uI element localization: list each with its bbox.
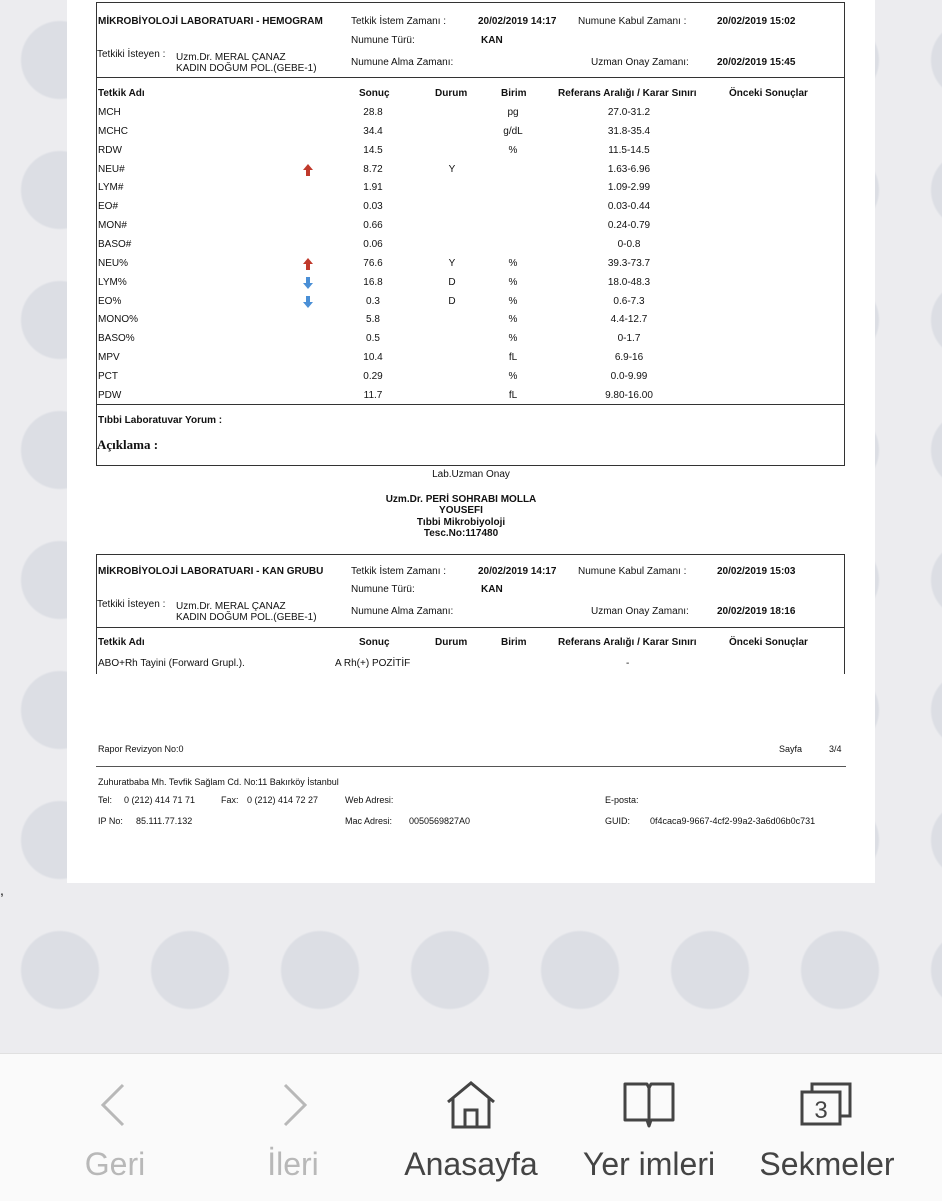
arrow-up-icon bbox=[303, 258, 313, 270]
header-divider bbox=[97, 77, 844, 78]
col-header-previous: Önceki Sonuçlar bbox=[729, 637, 808, 648]
lab-title: MİKROBİYOLOJİ LABORATUARI - KAN GRUBU bbox=[98, 566, 324, 577]
test-status: Y bbox=[448, 257, 456, 269]
test-unit: % bbox=[508, 295, 518, 307]
test-reference: 0-0.8 bbox=[617, 238, 641, 250]
test-name: BASO# bbox=[98, 238, 132, 250]
test-unit: fL bbox=[508, 389, 518, 401]
test-unit: % bbox=[508, 370, 518, 382]
test-value: 0.3 bbox=[366, 295, 380, 307]
arrow-down-icon bbox=[303, 277, 313, 289]
isteyen-line1: Uzm.Dr. MERAL ÇANAZ bbox=[176, 601, 286, 612]
home-icon bbox=[444, 1080, 498, 1130]
browser-bottom-nav bbox=[0, 1053, 942, 1201]
test-value: 0.66 bbox=[363, 220, 383, 232]
mac-label: Mac Adresi: bbox=[345, 816, 393, 826]
test-value: 0.03 bbox=[363, 201, 383, 213]
test-unit: pg bbox=[507, 107, 519, 118]
guid-label: GUID: bbox=[605, 816, 631, 826]
col-header-name: Tetkik Adı bbox=[98, 637, 145, 648]
test-value: 5.8 bbox=[366, 314, 380, 326]
stray-mark: , bbox=[0, 882, 4, 898]
test-reference: 0.24-0.79 bbox=[607, 220, 651, 232]
test-value: 76.6 bbox=[363, 257, 383, 269]
doctor-name-line1: Uzm.Dr. PERİ SOHRABI MOLLA bbox=[385, 494, 537, 505]
test-reference: 9.80-16.00 bbox=[605, 389, 653, 401]
home-label: Anasayfa bbox=[404, 1146, 538, 1182]
test-reference: 4.4-12.7 bbox=[610, 314, 648, 326]
test-value: 0.5 bbox=[366, 333, 380, 345]
back-button[interactable] bbox=[40, 1054, 190, 1201]
tel-label: Tel: bbox=[98, 795, 113, 805]
test-name: EO# bbox=[98, 201, 119, 213]
test-unit: g/dL bbox=[503, 125, 523, 137]
test-status: Y bbox=[448, 163, 456, 175]
isteyen-line2: KADIN DOĞUM POL.(GEBE-1) bbox=[176, 63, 317, 74]
ip-value: 85.111.77.132 bbox=[136, 816, 193, 826]
test-value: 8.72 bbox=[363, 163, 383, 175]
test-reference: 27.0-31.2 bbox=[607, 107, 651, 118]
test-name: PCT bbox=[98, 370, 118, 382]
test-name: MCHC bbox=[98, 125, 128, 137]
test-reference: 0.0-9.99 bbox=[610, 370, 648, 382]
eposta-label: E-posta: bbox=[605, 795, 639, 805]
col-header-result: Sonuç bbox=[359, 637, 390, 648]
col-header-result: Sonuç bbox=[359, 88, 390, 99]
results-divider bbox=[97, 404, 844, 405]
numune-turu-value: KAN bbox=[481, 35, 503, 46]
test-name: LYM# bbox=[98, 182, 124, 194]
header-divider bbox=[97, 627, 844, 628]
tabs-label: Sekmeler bbox=[759, 1146, 895, 1182]
col-header-reference: Referans Aralığı / Karar Sınırı bbox=[558, 88, 697, 99]
kan-grubu-report bbox=[96, 554, 845, 674]
test-name: MONO% bbox=[98, 314, 138, 326]
test-value: 11.7 bbox=[363, 389, 383, 401]
test-reference: 0.6-7.3 bbox=[613, 295, 645, 307]
guid-value: 0f4caca9-9667-4cf2-99a2-3a6d06b0c731 bbox=[650, 816, 816, 826]
test-value: 0.06 bbox=[363, 238, 383, 250]
test-value: 16.8 bbox=[363, 276, 383, 288]
lab-title: MİKROBİYOLOJİ LABORATUARI - HEMOGRAM bbox=[98, 16, 323, 27]
col-header-unit: Birim bbox=[501, 637, 527, 648]
bookmarks-book-icon bbox=[621, 1080, 677, 1130]
bookmarks-button[interactable] bbox=[574, 1054, 724, 1201]
tab-count: 3 bbox=[814, 1097, 828, 1124]
test-name: MPV bbox=[98, 352, 120, 364]
test-name: NEU# bbox=[98, 163, 125, 175]
test-reference: 1.63-6.96 bbox=[607, 163, 651, 175]
home-button[interactable] bbox=[396, 1054, 546, 1201]
onay-value: 20/02/2019 15:45 bbox=[717, 57, 796, 68]
sayfa-value: 3/4 bbox=[829, 744, 842, 754]
tabs-icon bbox=[798, 1080, 856, 1130]
alma-label: Numune Alma Zamanı: bbox=[351, 606, 454, 617]
doctor-tescil: Tesc.No:117480 bbox=[423, 528, 499, 539]
tel-value: 0 (212) 414 71 71 bbox=[124, 795, 196, 805]
isteyen-label: Tetkiki İsteyen : bbox=[97, 49, 166, 60]
test-reference: 18.0-48.3 bbox=[607, 276, 651, 288]
footer-address: Zuhuratbaba Mh. Tevfik Sağlam Cd. No:11 Bakırköy İstanbul bbox=[98, 777, 339, 787]
forward-label: İleri bbox=[267, 1146, 319, 1182]
col-header-unit: Birim bbox=[501, 88, 527, 99]
isteyen-line1: Uzm.Dr. MERAL ÇANAZ bbox=[176, 52, 286, 63]
test-value: 28.8 bbox=[363, 107, 383, 118]
test-reference: 1.09-2.99 bbox=[607, 182, 651, 194]
kabul-label: Numune Kabul Zamanı : bbox=[578, 566, 687, 577]
onay-caption: Lab.Uzman Onay bbox=[432, 469, 510, 480]
istem-label: Tetkik İstem Zamanı : bbox=[351, 566, 447, 577]
numune-turu-label: Numune Türü: bbox=[351, 35, 415, 46]
back-label: Geri bbox=[84, 1146, 146, 1182]
test-name: BASO% bbox=[98, 333, 135, 345]
onay-label: Uzman Onay Zamanı: bbox=[591, 57, 689, 68]
chevron-left-icon bbox=[95, 1080, 135, 1130]
istem-value: 20/02/2019 14:17 bbox=[478, 566, 557, 577]
fax-label: Fax: bbox=[221, 795, 239, 805]
tabs-button[interactable] bbox=[752, 1054, 902, 1201]
test-name: MON# bbox=[98, 220, 127, 232]
onay-label: Uzman Onay Zamanı: bbox=[591, 606, 689, 617]
footer-divider bbox=[96, 766, 846, 767]
arrow-up-icon bbox=[303, 164, 313, 176]
col-header-status: Durum bbox=[435, 88, 468, 99]
kabul-label: Numune Kabul Zamanı : bbox=[578, 16, 687, 27]
numune-turu-label: Numune Türü: bbox=[351, 584, 415, 595]
numune-turu-value: KAN bbox=[481, 584, 503, 595]
col-header-previous: Önceki Sonuçlar bbox=[729, 88, 808, 99]
test-unit: % bbox=[508, 257, 518, 269]
test-value: 34.4 bbox=[363, 125, 383, 137]
doctor-dept: Tıbbi Mikrobiyoloji bbox=[416, 517, 506, 528]
kabul-value: 20/02/2019 15:02 bbox=[717, 16, 796, 27]
kabul-value: 20/02/2019 15:03 bbox=[717, 566, 796, 577]
test-name: RDW bbox=[98, 144, 122, 156]
col-header-reference: Referans Aralığı / Karar Sınırı bbox=[558, 637, 697, 648]
isteyen-label: Tetkiki İsteyen : bbox=[97, 599, 166, 610]
forward-button[interactable] bbox=[218, 1054, 368, 1201]
result-value: A Rh(+) POZİTİF bbox=[335, 658, 411, 669]
test-unit: % bbox=[508, 314, 518, 326]
hemogram-report bbox=[96, 2, 845, 466]
fax-value: 0 (212) 414 72 27 bbox=[247, 795, 319, 805]
result-name: ABO+Rh Tayini (Forward Grupl.). bbox=[98, 658, 245, 669]
isteyen-line2: KADIN DOĞUM POL.(GEBE-1) bbox=[176, 612, 317, 623]
doctor-name-line2: YOUSEFI bbox=[439, 505, 483, 516]
test-reference: 11.5-14.5 bbox=[608, 144, 650, 156]
test-unit: fL bbox=[508, 352, 518, 364]
yorum-label: Tıbbi Laboratuvar Yorum : bbox=[98, 415, 223, 426]
test-name: MCH bbox=[98, 107, 121, 118]
test-value: 0.29 bbox=[363, 370, 383, 382]
test-reference: 6.9-16 bbox=[614, 352, 644, 364]
revizyon-no: Rapor Revizyon No:0 bbox=[98, 744, 184, 754]
mac-value: 0050569827A0 bbox=[409, 816, 471, 826]
test-value: 1.91 bbox=[363, 182, 383, 194]
test-value: 14.5 bbox=[363, 144, 383, 156]
arrow-down-icon bbox=[303, 296, 313, 308]
test-reference: 31.8-35.4 bbox=[607, 125, 651, 137]
istem-value: 20/02/2019 14:17 bbox=[478, 16, 557, 27]
test-name: NEU% bbox=[98, 257, 129, 269]
test-name: EO% bbox=[98, 295, 122, 307]
col-header-name: Tetkik Adı bbox=[98, 88, 145, 99]
col-header-status: Durum bbox=[435, 637, 468, 648]
test-unit: % bbox=[508, 144, 518, 156]
test-unit: % bbox=[508, 276, 518, 288]
istem-label: Tetkik İstem Zamanı : bbox=[351, 16, 447, 27]
web-label: Web Adresi: bbox=[345, 795, 394, 805]
sayfa-label: Sayfa bbox=[779, 744, 803, 754]
test-reference: 0-1.7 bbox=[617, 333, 641, 345]
test-reference: 39.3-73.7 bbox=[607, 257, 651, 269]
test-status: D bbox=[448, 295, 456, 307]
ip-label: IP No: bbox=[98, 816, 123, 826]
test-unit: % bbox=[508, 333, 518, 345]
aciklama-label: Açıklama : bbox=[97, 437, 159, 452]
test-name: LYM% bbox=[98, 276, 127, 288]
alma-label: Numune Alma Zamanı: bbox=[351, 57, 454, 68]
test-reference: 0.03-0.44 bbox=[607, 201, 651, 213]
test-value: 10.4 bbox=[363, 352, 383, 364]
bookmarks-label: Yer imleri bbox=[582, 1146, 716, 1182]
test-status: D bbox=[448, 276, 456, 288]
result-reference: - bbox=[626, 658, 630, 669]
chevron-right-icon bbox=[273, 1080, 313, 1130]
onay-value: 20/02/2019 18:16 bbox=[717, 606, 796, 617]
test-name: PDW bbox=[98, 389, 122, 401]
